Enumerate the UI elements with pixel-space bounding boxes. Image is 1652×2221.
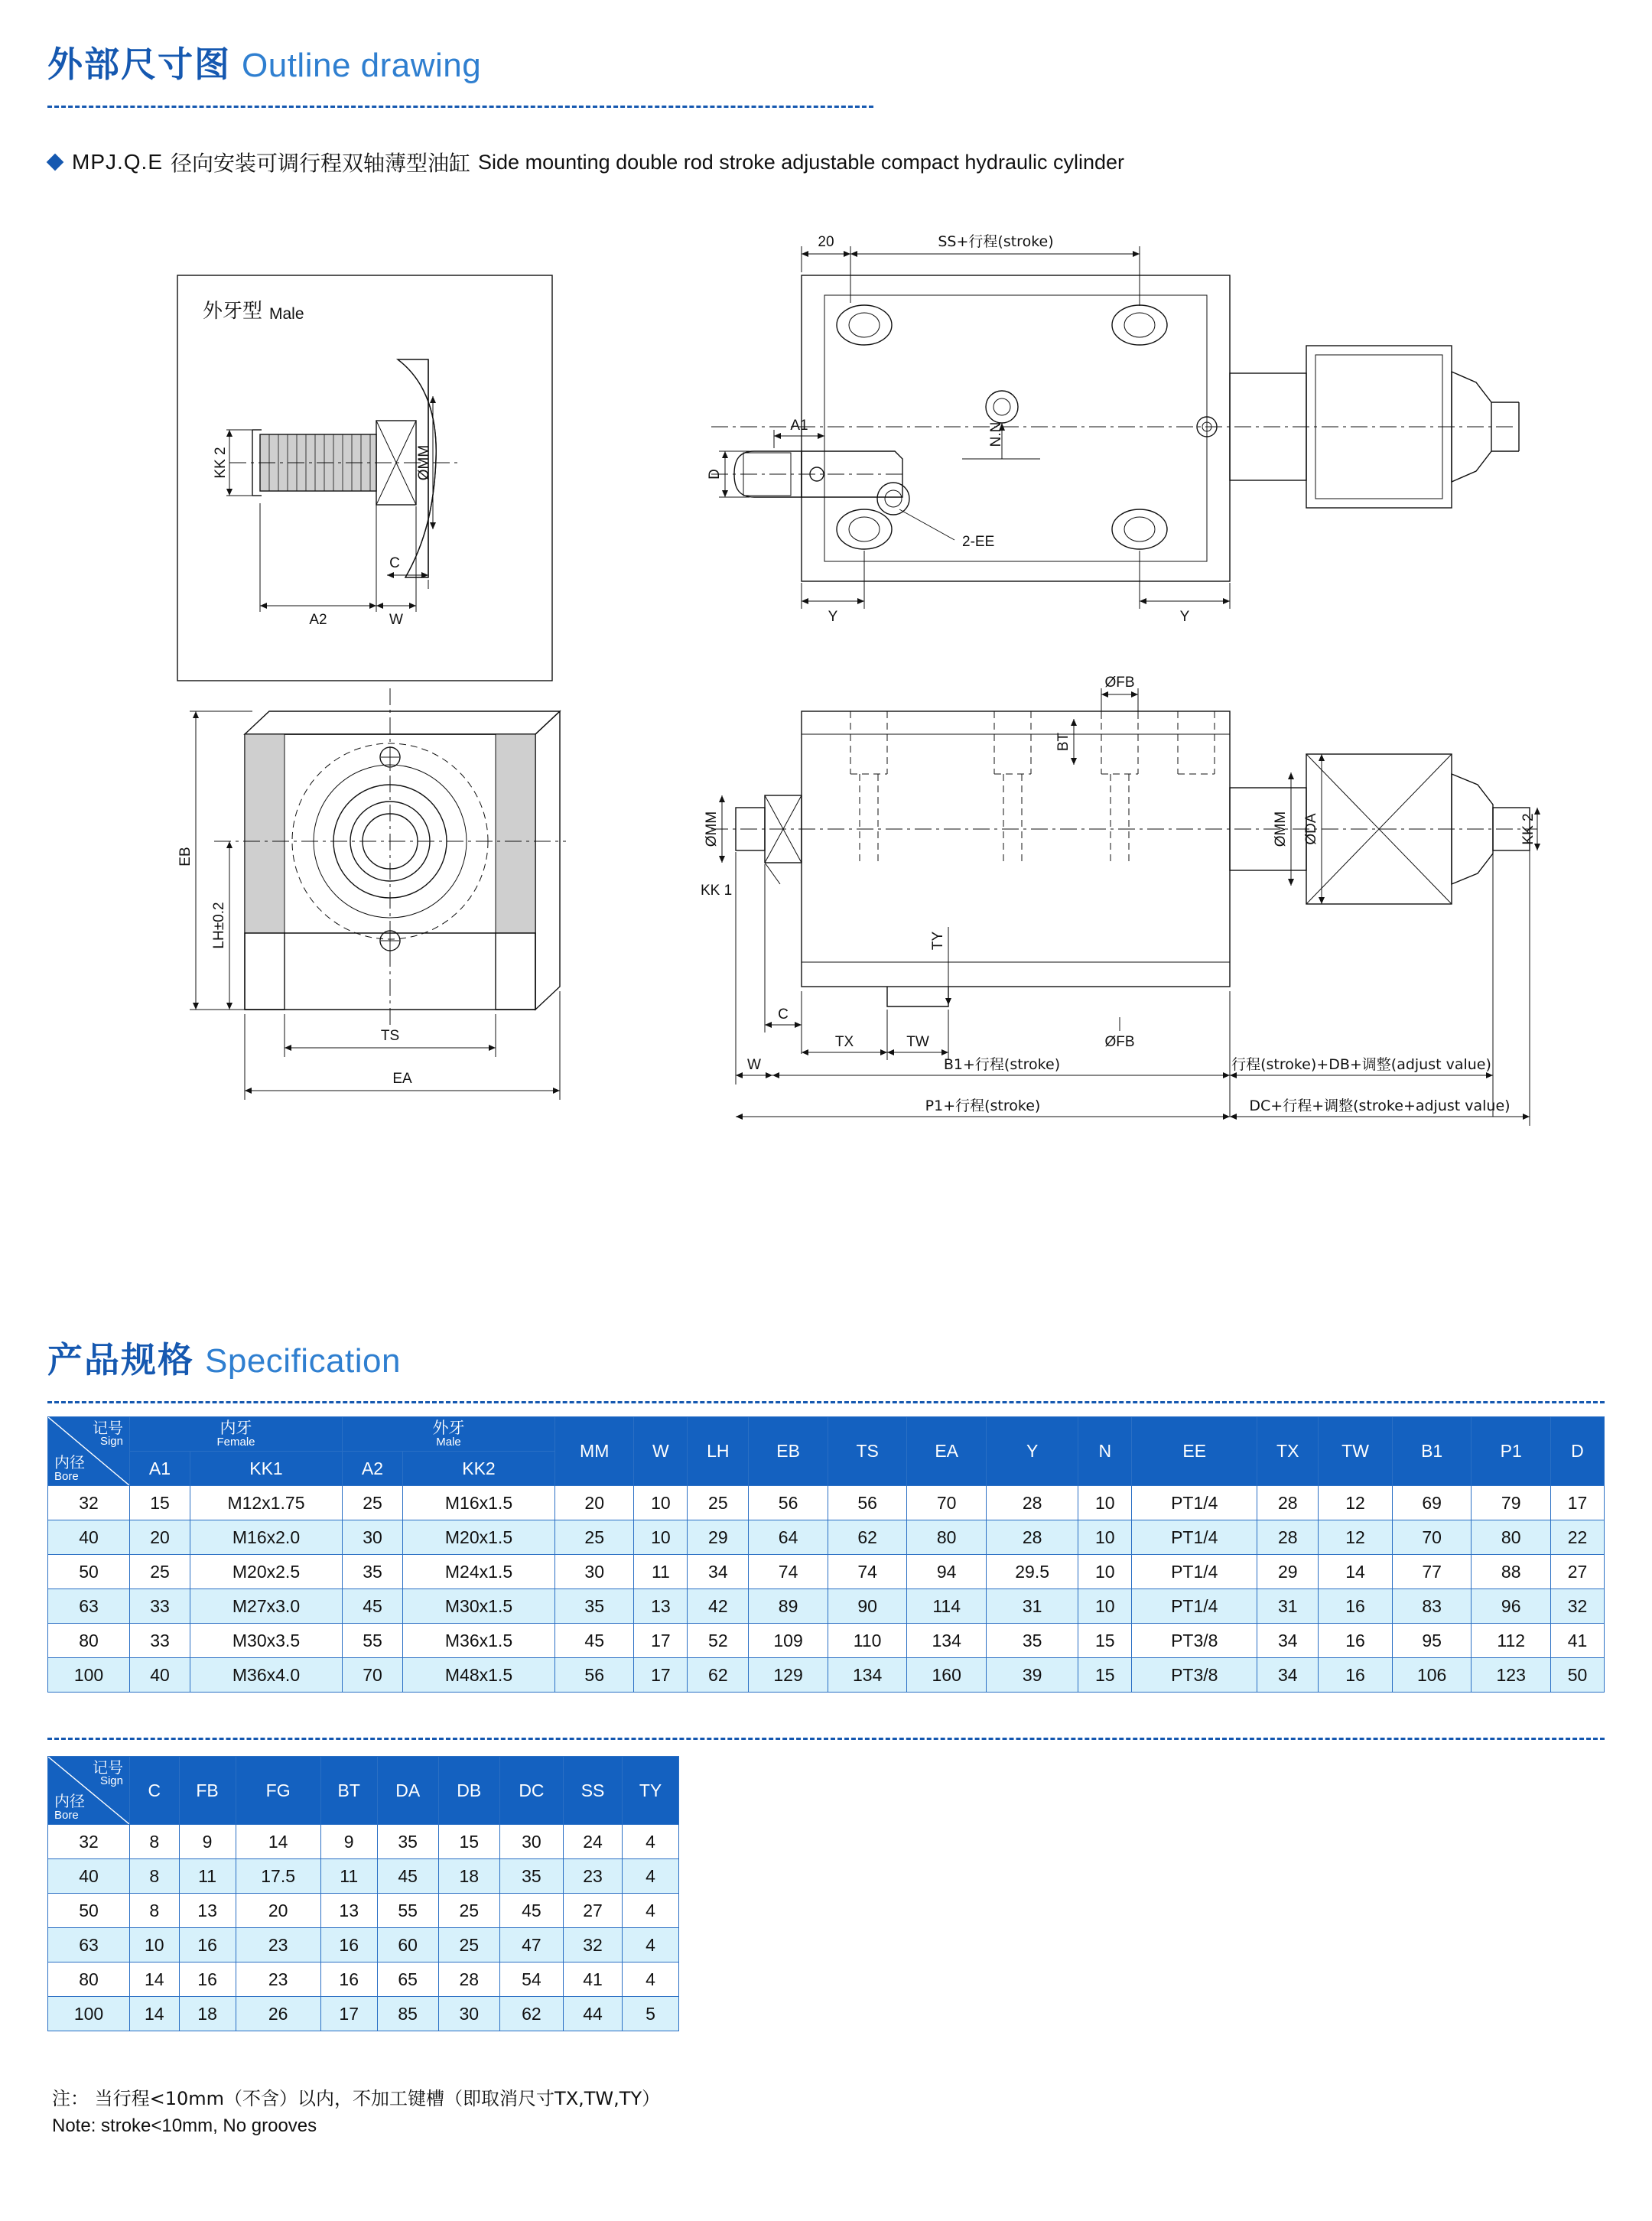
- top-view-drawing: [707, 233, 1519, 625]
- cell-DC: 45: [499, 1894, 563, 1928]
- cell-W: 17: [634, 1624, 688, 1658]
- dim-c: C: [389, 555, 400, 571]
- cell-SS: 41: [564, 1962, 623, 1997]
- cell-bore: 100: [48, 1997, 130, 2031]
- cell-a1: 15: [130, 1486, 190, 1520]
- cell-FG: 23: [236, 1928, 320, 1962]
- cell-P1: 123: [1472, 1658, 1551, 1693]
- cell-TW: 16: [1319, 1658, 1393, 1693]
- cell-EA: 114: [907, 1589, 987, 1624]
- cell-a2: 45: [343, 1589, 403, 1624]
- product-name-cn: 径向安装可调行程双轴薄型油缸: [171, 151, 471, 176]
- table-main-col-Y: Y: [986, 1417, 1078, 1486]
- cell-EB: 89: [749, 1589, 828, 1624]
- table-main-corner-header: [48, 1417, 130, 1486]
- note-line-cn: 注： 当行程<10mm（不含）以内，不加工键槽（即取消尺寸TX,TW,TY）: [52, 2088, 661, 2109]
- cell-FB: 9: [179, 1825, 236, 1859]
- cell-EA: 160: [907, 1658, 987, 1693]
- cell-D: 22: [1550, 1520, 1604, 1555]
- cell-TW: 12: [1319, 1486, 1393, 1520]
- cell-BT: 16: [320, 1928, 377, 1962]
- cell-W: 10: [634, 1520, 688, 1555]
- dim-mm-left: ØMM: [704, 811, 720, 847]
- table-row: [48, 1859, 679, 1894]
- cell-EA: 94: [907, 1555, 987, 1589]
- cell-FG: 14: [236, 1825, 320, 1859]
- cell-DA: 35: [377, 1825, 438, 1859]
- table-main-col-TX: TX: [1257, 1417, 1319, 1486]
- cell-N: 15: [1078, 1624, 1132, 1658]
- cell-DB: 25: [438, 1894, 499, 1928]
- cell-BT: 17: [320, 1997, 377, 2031]
- dim-tx: TX: [834, 1034, 854, 1050]
- specification-heading: [47, 1332, 401, 1383]
- table-main-col-MM: MM: [555, 1417, 634, 1486]
- cell-EE: PT3/8: [1132, 1658, 1257, 1693]
- cell-DA: 45: [377, 1859, 438, 1894]
- corner-sign-label: 记号 Sign: [93, 1419, 123, 1449]
- cell-kk1: M20x2.5: [190, 1555, 343, 1589]
- table-main-head: [48, 1417, 1605, 1486]
- cell-DA: 60: [377, 1928, 438, 1962]
- cell-TS: 74: [828, 1555, 907, 1589]
- cell-EA: 134: [907, 1624, 987, 1658]
- tables-divider: [47, 1738, 1605, 1740]
- cell-kk1: M36x4.0: [190, 1658, 343, 1693]
- dim-w: W: [389, 612, 403, 628]
- cell-Y: 35: [986, 1624, 1078, 1658]
- dim-c-bottom: C: [778, 1006, 789, 1023]
- cell-TX: 28: [1257, 1520, 1319, 1555]
- cell-SS: 23: [564, 1859, 623, 1894]
- cell-a1: 33: [130, 1624, 190, 1658]
- table-main-col-B1: B1: [1392, 1417, 1472, 1486]
- table-main-col-KK1: KK1: [190, 1452, 343, 1486]
- cell-SS: 24: [564, 1825, 623, 1859]
- table-second-col-DC: DC: [499, 1757, 563, 1825]
- corner-sign-label-2: 记号 Sign: [93, 1758, 123, 1788]
- table-row: [48, 1624, 1605, 1658]
- table-row: [48, 1555, 1605, 1589]
- cell-MM: 56: [555, 1658, 634, 1693]
- cell-DB: 25: [438, 1928, 499, 1962]
- cell-LH: 42: [688, 1589, 749, 1624]
- cell-SS: 44: [564, 1997, 623, 2031]
- product-title-line: [49, 147, 1124, 177]
- cell-EB: 64: [749, 1520, 828, 1555]
- cell-bore: 80: [48, 1624, 130, 1658]
- cell-DA: 55: [377, 1894, 438, 1928]
- cell-bore: 100: [48, 1658, 130, 1693]
- cell-LH: 52: [688, 1624, 749, 1658]
- dim-da: ØDA: [1303, 813, 1319, 845]
- table-main-col-A2: A2: [343, 1452, 403, 1486]
- dim-2ee: 2-EE: [962, 534, 995, 550]
- cell-kk1: M12x1.75: [190, 1486, 343, 1520]
- cell-N: 10: [1078, 1589, 1132, 1624]
- cell-MM: 45: [555, 1624, 634, 1658]
- dim-kk1: KK 1: [701, 883, 733, 899]
- cell-FG: 26: [236, 1997, 320, 2031]
- note-line-en: Note: stroke<10mm, No grooves: [52, 2115, 317, 2136]
- cell-D: 27: [1550, 1555, 1604, 1589]
- cell-B1: 77: [1392, 1555, 1472, 1589]
- dim-a2: A2: [309, 612, 327, 628]
- cell-TW: 16: [1319, 1589, 1393, 1624]
- dim-ea: EA: [392, 1071, 412, 1087]
- cell-N: 10: [1078, 1486, 1132, 1520]
- table-second-col-BT: BT: [320, 1757, 377, 1825]
- cell-B1: 70: [1392, 1520, 1472, 1555]
- table-main-col-EE: EE: [1132, 1417, 1257, 1486]
- cell-kk1: M30x3.5: [190, 1624, 343, 1658]
- cell-BT: 16: [320, 1962, 377, 1997]
- front-view-drawing: [177, 688, 566, 1100]
- cell-SS: 27: [564, 1894, 623, 1928]
- cell-N: 10: [1078, 1520, 1132, 1555]
- dim-20: 20: [818, 234, 834, 250]
- table-main-col-W: W: [634, 1417, 688, 1486]
- cell-TS: 56: [828, 1486, 907, 1520]
- dim-mm-right: ØMM: [1273, 811, 1289, 847]
- table-row: [48, 1520, 1605, 1555]
- cell-TY: 4: [623, 1825, 679, 1859]
- cell-B1: 83: [1392, 1589, 1472, 1624]
- table-second-header-row: [48, 1757, 679, 1825]
- cell-kk1: M27x3.0: [190, 1589, 343, 1624]
- cell-kk2: M30x1.5: [403, 1589, 555, 1624]
- cell-TS: 62: [828, 1520, 907, 1555]
- dim-eb: EB: [177, 847, 193, 867]
- table-second-col-FB: FB: [179, 1757, 236, 1825]
- spec-heading-cn: 产品规格: [47, 1339, 194, 1380]
- dim-stroke-db: 行程(stroke)+DB+调整(adjust value): [1231, 1056, 1491, 1073]
- dim-w-bottom: W: [747, 1057, 761, 1073]
- cell-MM: 30: [555, 1555, 634, 1589]
- cell-TS: 134: [828, 1658, 907, 1693]
- cell-P1: 96: [1472, 1589, 1551, 1624]
- cell-FB: 18: [179, 1997, 236, 2031]
- cell-TY: 5: [623, 1997, 679, 2031]
- cell-bore: 32: [48, 1825, 130, 1859]
- cell-EE: PT3/8: [1132, 1624, 1257, 1658]
- cell-DB: 18: [438, 1859, 499, 1894]
- outline-heading-en: Outline drawing: [242, 47, 482, 84]
- cell-EB: 56: [749, 1486, 828, 1520]
- cell-W: 11: [634, 1555, 688, 1589]
- table-main-col-KK2: KK2: [403, 1452, 555, 1486]
- table-main-col-P1: P1: [1472, 1417, 1551, 1486]
- table-main-col-A1: A1: [130, 1452, 190, 1486]
- specification-table-second: [47, 1756, 679, 2031]
- table-main-col-TS: TS: [828, 1417, 907, 1486]
- cell-W: 13: [634, 1589, 688, 1624]
- cell-EB: 74: [749, 1555, 828, 1589]
- table-second-col-DB: DB: [438, 1757, 499, 1825]
- cell-FB: 13: [179, 1894, 236, 1928]
- cell-LH: 62: [688, 1658, 749, 1693]
- table-second-corner-header: [48, 1757, 130, 1825]
- cell-DB: 15: [438, 1825, 499, 1859]
- table-main-body: [48, 1486, 1605, 1693]
- dim-ts: TS: [380, 1028, 400, 1044]
- cell-kk2: M24x1.5: [403, 1555, 555, 1589]
- cell-EE: PT1/4: [1132, 1555, 1257, 1589]
- cell-EA: 70: [907, 1486, 987, 1520]
- cell-LH: 34: [688, 1555, 749, 1589]
- cell-FG: 17.5: [236, 1859, 320, 1894]
- table-second-col-TY: TY: [623, 1757, 679, 1825]
- cell-D: 17: [1550, 1486, 1604, 1520]
- cell-LH: 29: [688, 1520, 749, 1555]
- table-second-head: [48, 1757, 679, 1825]
- cell-EE: PT1/4: [1132, 1589, 1257, 1624]
- cell-C: 8: [130, 1859, 180, 1894]
- cell-Y: 39: [986, 1658, 1078, 1693]
- cell-bore: 50: [48, 1555, 130, 1589]
- cell-C: 8: [130, 1825, 180, 1859]
- cell-P1: 79: [1472, 1486, 1551, 1520]
- detail-title-en: Male: [269, 305, 304, 323]
- cell-kk2: M48x1.5: [403, 1658, 555, 1693]
- cell-D: 50: [1550, 1658, 1604, 1693]
- cell-a2: 70: [343, 1658, 403, 1693]
- footer-note: [52, 2085, 660, 2140]
- outline-divider: [47, 106, 873, 108]
- dim-bt: BT: [1055, 732, 1072, 752]
- cell-MM: 35: [555, 1589, 634, 1624]
- cell-TX: 31: [1257, 1589, 1319, 1624]
- cell-TY: 4: [623, 1859, 679, 1894]
- cell-DB: 28: [438, 1962, 499, 1997]
- cell-D: 41: [1550, 1624, 1604, 1658]
- table-main-group-male: 外牙 Male: [343, 1417, 555, 1452]
- cell-kk2: M36x1.5: [403, 1624, 555, 1658]
- cell-DB: 30: [438, 1997, 499, 2031]
- table-main-col-EB: EB: [749, 1417, 828, 1486]
- cell-Y: 28: [986, 1486, 1078, 1520]
- cell-C: 14: [130, 1962, 180, 1997]
- cell-TY: 4: [623, 1928, 679, 1962]
- specification-table-main: [47, 1416, 1605, 1693]
- detail-title-cn: 外牙型: [203, 300, 263, 323]
- cell-a1: 40: [130, 1658, 190, 1693]
- outline-heading-cn: 外部尺寸图: [47, 44, 231, 85]
- table-row: [48, 1997, 679, 2031]
- cell-W: 17: [634, 1658, 688, 1693]
- table-second-col-SS: SS: [564, 1757, 623, 1825]
- table-main-group-female: 内牙 Female: [130, 1417, 343, 1452]
- technical-drawing-area: [0, 229, 1652, 1239]
- cell-a1: 25: [130, 1555, 190, 1589]
- cell-TY: 4: [623, 1962, 679, 1997]
- cell-TW: 16: [1319, 1624, 1393, 1658]
- cell-BT: 11: [320, 1859, 377, 1894]
- cell-DC: 47: [499, 1928, 563, 1962]
- spec-divider: [47, 1401, 1605, 1403]
- table-main-col-N: N: [1078, 1417, 1132, 1486]
- dim-b1-stroke: B1+行程(stroke): [943, 1056, 1061, 1073]
- cell-a2: 35: [343, 1555, 403, 1589]
- cell-TW: 14: [1319, 1555, 1393, 1589]
- spec-heading-en: Specification: [205, 1342, 401, 1380]
- male-thread-detail: [177, 275, 552, 681]
- cell-B1: 69: [1392, 1486, 1472, 1520]
- cell-Y: 29.5: [986, 1555, 1078, 1589]
- cell-FB: 16: [179, 1962, 236, 1997]
- dim-nn: N.N: [988, 421, 1004, 447]
- cell-kk2: M20x1.5: [403, 1520, 555, 1555]
- cell-P1: 112: [1472, 1624, 1551, 1658]
- cell-C: 14: [130, 1997, 180, 2031]
- cell-kk1: M16x2.0: [190, 1520, 343, 1555]
- dim-mm: ØMM: [416, 444, 432, 481]
- product-name-en: Side mounting double rod stroke adjustable compact hydraulic cylinder: [478, 150, 1125, 174]
- cell-N: 15: [1078, 1658, 1132, 1693]
- table-row: [48, 1486, 1605, 1520]
- dim-y-right: Y: [1179, 609, 1190, 625]
- table-row: [48, 1928, 679, 1962]
- cell-Y: 31: [986, 1589, 1078, 1624]
- dim-fb-top: ØFB: [1104, 675, 1135, 691]
- cell-bore: 63: [48, 1928, 130, 1962]
- cell-C: 8: [130, 1894, 180, 1928]
- cell-W: 10: [634, 1486, 688, 1520]
- dim-kk2: KK 2: [213, 447, 229, 479]
- table-main-col-LH: LH: [688, 1417, 749, 1486]
- cell-a2: 25: [343, 1486, 403, 1520]
- cell-DC: 30: [499, 1825, 563, 1859]
- cell-FG: 23: [236, 1962, 320, 1997]
- cell-D: 32: [1550, 1589, 1604, 1624]
- cell-TS: 90: [828, 1589, 907, 1624]
- cell-P1: 80: [1472, 1520, 1551, 1555]
- table-row: [48, 1894, 679, 1928]
- cell-B1: 95: [1392, 1624, 1472, 1658]
- cell-a2: 30: [343, 1520, 403, 1555]
- dim-d: D: [707, 469, 723, 480]
- table-main-header-row-1: [48, 1417, 1605, 1452]
- dim-kk2-right: KK 2: [1520, 813, 1537, 845]
- dim-ss-stroke: SS+行程(stroke): [938, 233, 1054, 250]
- cell-bore: 40: [48, 1859, 130, 1894]
- cell-bore: 50: [48, 1894, 130, 1928]
- cell-DA: 85: [377, 1997, 438, 2031]
- cell-TX: 34: [1257, 1624, 1319, 1658]
- cell-bore: 40: [48, 1520, 130, 1555]
- cell-EE: PT1/4: [1132, 1520, 1257, 1555]
- dim-a1: A1: [790, 418, 808, 434]
- cell-kk2: M16x1.5: [403, 1486, 555, 1520]
- cell-N: 10: [1078, 1555, 1132, 1589]
- cell-EA: 80: [907, 1520, 987, 1555]
- cell-FG: 20: [236, 1894, 320, 1928]
- table-second-col-DA: DA: [377, 1757, 438, 1825]
- cell-MM: 25: [555, 1520, 634, 1555]
- table-row: [48, 1589, 1605, 1624]
- cell-Y: 28: [986, 1520, 1078, 1555]
- cell-bore: 80: [48, 1962, 130, 1997]
- cell-P1: 88: [1472, 1555, 1551, 1589]
- cell-a1: 20: [130, 1520, 190, 1555]
- cell-DC: 35: [499, 1859, 563, 1894]
- dim-dc-stroke-adjust: DC+行程+调整(stroke+adjust value): [1249, 1097, 1511, 1114]
- diamond-bullet-icon: [47, 154, 64, 171]
- cell-BT: 13: [320, 1894, 377, 1928]
- dim-lh: LH±0.2: [211, 902, 227, 949]
- cell-C: 10: [130, 1928, 180, 1962]
- dim-ty: TY: [930, 931, 946, 951]
- cell-bore: 32: [48, 1486, 130, 1520]
- table-second-body: [48, 1825, 679, 2031]
- cell-MM: 20: [555, 1486, 634, 1520]
- cell-TY: 4: [623, 1894, 679, 1928]
- corner-bore-label-2: 内径 Bore: [54, 1792, 85, 1822]
- corner-bore-label: 内径 Bore: [54, 1453, 85, 1483]
- table-main-col-EA: EA: [907, 1417, 987, 1486]
- table-row: [48, 1962, 679, 1997]
- dim-tw: TW: [906, 1034, 929, 1050]
- cell-TX: 34: [1257, 1658, 1319, 1693]
- cell-a2: 55: [343, 1624, 403, 1658]
- product-code: MPJ.Q.E: [72, 150, 164, 174]
- cell-TS: 110: [828, 1624, 907, 1658]
- cell-TX: 28: [1257, 1486, 1319, 1520]
- cell-TW: 12: [1319, 1520, 1393, 1555]
- cell-EB: 129: [749, 1658, 828, 1693]
- cell-DA: 65: [377, 1962, 438, 1997]
- cell-a1: 33: [130, 1589, 190, 1624]
- cell-LH: 25: [688, 1486, 749, 1520]
- dim-fb-bottom: ØFB: [1104, 1034, 1135, 1050]
- cell-SS: 32: [564, 1928, 623, 1962]
- cell-DC: 54: [499, 1962, 563, 1997]
- section-view-drawing: [701, 675, 1540, 1126]
- table-second-col-C: C: [130, 1757, 180, 1825]
- cell-bore: 63: [48, 1589, 130, 1624]
- cell-FB: 16: [179, 1928, 236, 1962]
- cell-DC: 62: [499, 1997, 563, 2031]
- cell-EE: PT1/4: [1132, 1486, 1257, 1520]
- dim-y-left: Y: [828, 609, 838, 625]
- table-row: [48, 1658, 1605, 1693]
- cell-BT: 9: [320, 1825, 377, 1859]
- cell-TX: 29: [1257, 1555, 1319, 1589]
- table-row: [48, 1825, 679, 1859]
- cell-B1: 106: [1392, 1658, 1472, 1693]
- table-second-col-FG: FG: [236, 1757, 320, 1825]
- cell-FB: 11: [179, 1859, 236, 1894]
- table-main-col-TW: TW: [1319, 1417, 1393, 1486]
- dim-p1-stroke: P1+行程(stroke): [925, 1097, 1041, 1114]
- table-main-col-D: D: [1550, 1417, 1604, 1486]
- cell-EB: 109: [749, 1624, 828, 1658]
- outline-drawing-heading: [47, 37, 481, 87]
